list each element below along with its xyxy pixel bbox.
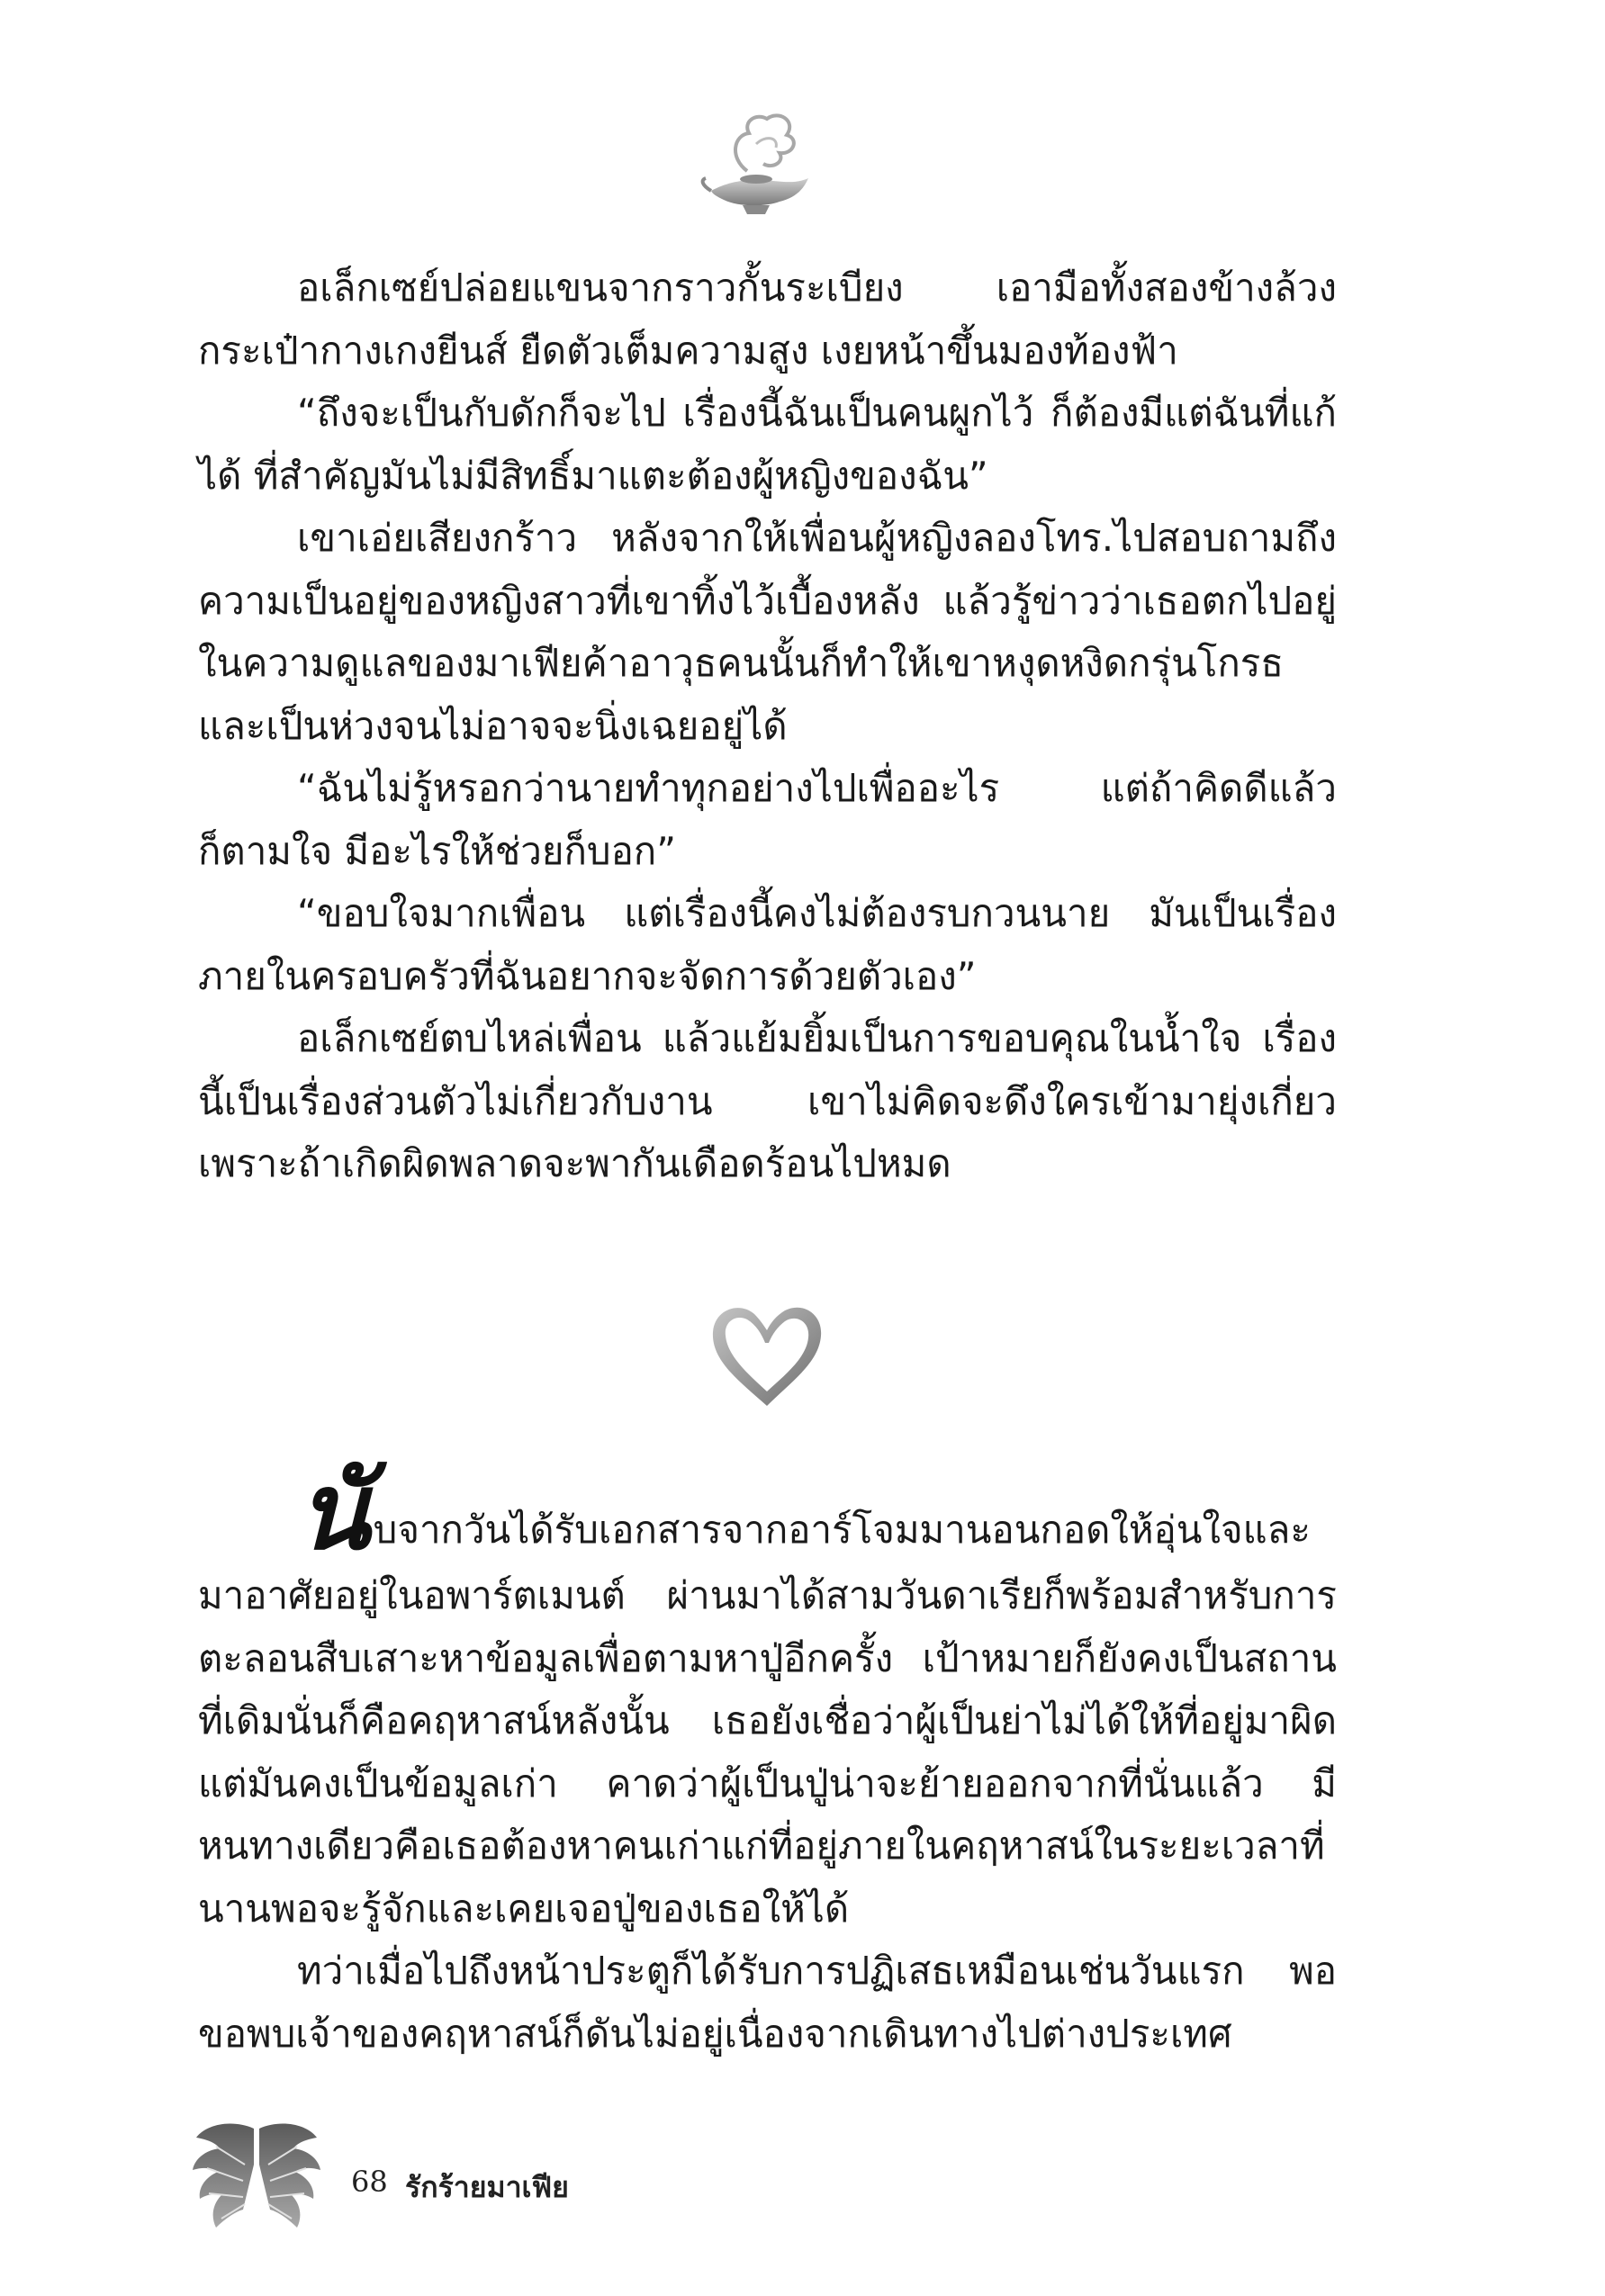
paragraph: “ถึงจะเป็นกับดักก็จะไป เรื่องนี้ฉันเป็นคนผูกไว้ ก็ต้องมีแต่ฉันที่แก้ได้ ที่สำคัญมันไม่มีสิทธิ์มาแตะต้องผู้หญิงของฉัน”: [198, 391, 1337, 498]
page-number: 68: [351, 2165, 388, 2199]
text-block-top: [198, 257, 1337, 1195]
paragraph: “ขอบใจมากเพื่อน แต่เรื่องนี้คงไม่ต้องรบกวนนาย มันเป็นเรื่องภายในครอบครัวที่ฉันอยากจะจัดการด้วยตัวเอง”: [198, 891, 1337, 998]
paragraph: ทว่าเมื่อไปถึงหน้าประตูก็ได้รับการปฏิเสธเหมือนเช่นวันแรก พอขอพบเจ้าของคฤหาสน์ก็ดันไม่อยู่เนื่องจากเดินทางไปต่างประเทศ: [198, 1949, 1337, 2056]
heart-icon: [704, 1296, 830, 1413]
drop-cap: นั: [297, 1448, 370, 1573]
text-block-bottom: [198, 1448, 1337, 2065]
paragraph: “ฉันไม่รู้หรอกว่านายทำทุกอย่างไปเพื่ออะไร แต่ถ้าคิดดีแล้วก็ตามใจ มีอะไรให้ช่วยก็บอก”: [198, 766, 1337, 873]
drop-cap-paragraph-text: บจากวันได้รับเอกสารจากอาร์โจมมานอนกอดให้อุ่นใจและมาอาศัยอยู่ในอพาร์ตเมนต์ ผ่านมาได้สามวันดาเรียก็พร้อมสำหรับการตะลอนสืบเสาะหาข้อมูลเพื่อตามหาปู่อีกครั้ง เป้าหมายก็ยังคงเป็นสถานที่เดิมนั่นก็คือคฤหาสน์หลังนั้น เธอยังเชื่อว่าผู้เป็นย่าไม่ได้ให้ที่อยู่มาผิด แต่มันคงเป็นข้อมูลเก่า คาดว่าผู้เป็นปู่น่าจะย้ายออกจากที่นั่นแล้ว มีหนทางเดียวคือเธอต้องหาคนเก่าแก่ที่อยู่ภายในคฤหาสน์ในระยะเวลาที่นานพอจะรู้จักและเคยเจอปู่ของเธอให้ได้: [198, 1508, 1337, 1931]
page-footer: [189, 2111, 819, 2246]
paragraph: อเล็กเซย์ปล่อยแขนจากราวกั้นระเบียง เอามือทั้งสองข้างล้วงกระเป๋ากางเกงยีนส์ ยืดตัวเต็มความสูง เงยหน้าขึ้นมองท้องฟ้า: [198, 266, 1337, 373]
paragraph: อเล็กเซย์ตบไหล่เพื่อน แล้วแย้มยิ้มเป็นการขอบคุณในน้ำใจ เรื่องนี้เป็นเรื่องส่วนตัวไม่เกี่ยวกับงาน เขาไม่คิดจะดึงใครเข้ามายุ่งเกี่ยวเพราะถ้าเกิดผิดพลาดจะพากันเดือดร้อนไปหมด: [198, 1016, 1337, 1185]
book-title: รักร้ายมาเฟีย: [405, 2170, 569, 2204]
wings-icon: [189, 2111, 324, 2246]
paragraph: เขาเอ่ยเสียงกร้าว หลังจากให้เพื่อนผู้หญิงลองโทร.ไปสอบถามถึงความเป็นอยู่ของหญิงสาวที่เขาทิ้งไว้เบื้องหลัง แล้วรู้ข่าวว่าเธอตกไปอยู่ในความดูแลของมาเฟียค้าอาวุธคนนั้นก็ทำให้เขาหงุดหงิดกรุ่นโกรธ และเป็นห่วงจนไม่อาจจะนิ่งเฉยอยู่ได้: [198, 516, 1337, 748]
drop-cap-paragraph: [198, 1448, 1337, 1940]
genie-lamp-icon: [693, 108, 819, 225]
